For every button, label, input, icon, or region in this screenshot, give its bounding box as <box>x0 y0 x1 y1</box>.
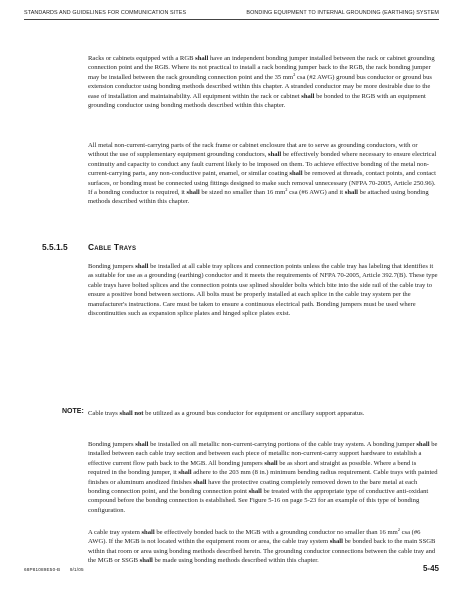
running-header <box>24 10 439 16</box>
paragraph-cable-tray-jumpers <box>88 262 439 318</box>
paragraph-tray-to-mgb <box>88 528 439 566</box>
text-run: be installed at all cable tray splices and connection points unless the cable tray has labeling that identifies it as suitable for use as a grounding (earthing) conductor and it meets the requirements of NFPA 70-2005, Article 392.7(B). These type cable trays have bolted splices and the connection points use splined shoulder bolts which bite into the side rail of the cable tray to ensure a positive bond between sections. All bolts must be properly installed at each splice in the cable tray system per the manufacturer's instructions. Care must be taken to ensure a continuous electrical path. Bonding jumpers must be used where discontinuities such as expansion splice plates and hinged splice plates exist. <box>88 263 438 318</box>
text-run: be removed at threads, contact points, and contact surfaces, or bonding must be connected using fittings designed to make such removal unnecessary (NFPA 70-2005, Article 250.96). If a bonding conductor is required, it <box>88 170 436 197</box>
text-run: be as short and straight as possible. Where a bend is required in the bonding jumper, it <box>88 459 417 477</box>
footer-date: 9/1/05 <box>69 567 84 572</box>
emphasis-text: shall <box>268 151 282 159</box>
emphasis-text: shall not <box>119 410 144 417</box>
text-run: have the protective coating completely removed down to the bare metal at each bonding connection point, and the bonding connection point <box>88 478 418 496</box>
text-run: csa (#6 AWG) and it <box>287 189 345 197</box>
emphasis-text: shall <box>344 189 358 197</box>
section-number: 5.5.1.5 <box>42 242 68 252</box>
emphasis-text: shall <box>135 263 149 270</box>
emphasis-text: shall <box>141 529 155 536</box>
emphasis-text: shall <box>416 441 430 448</box>
note-label: NOTE: <box>62 408 84 415</box>
emphasis-text: shall <box>193 478 207 486</box>
text-run: be effectively bonded where necessary to ensure electrical continuity and capacity to conduct any fault current likely to be imposed on them. To achieve effective bonding of the metal non-current-carrying parts, any non-conductive paint, enamel, or similar coating <box>88 151 437 178</box>
header-rule <box>24 19 439 20</box>
emphasis-text: shall <box>289 170 303 178</box>
text-run: adhere to the 203 mm (8 in.) minimum bending radius requirement. Cable trays with painted finishes or aluminum anodized finishes <box>88 469 438 486</box>
superscript-text: 2 <box>293 71 296 77</box>
text-run: be installed on all metallic non-current-carrying portions of the cable tray system. A bonding jumper <box>148 441 417 448</box>
text-run: have an independent bonding jumper installed between the rack or cabinet grounding connection point and the RGB. Where its not practical to install a rack bonding jumper back to the RGB, the rack bonding jumper may be installed between the rack grounding connection point and the 35 mm <box>88 55 435 81</box>
superscript-text: 2 <box>285 187 288 193</box>
paragraph-noncurrent-portions <box>88 440 439 515</box>
text-run: be bonded to the RGB with an equipment grounding conductor using bonding methods described within this chapter. <box>88 92 426 110</box>
text-run: be utilized as a ground bus conductor for equipment or ancillary support apparatus. <box>143 410 365 417</box>
footer-doc-id: 68P81089E50-B <box>24 567 61 572</box>
header-left: STANDARDS AND GUIDELINES FOR COMMUNICATION SITES <box>24 10 187 16</box>
emphasis-text: shall <box>195 55 209 62</box>
text-run: be sized no smaller than 16 mm <box>199 189 286 197</box>
text-run: be installed between each cable tray section and between each piece of metallic non-current-carry support hardware to establish a effective current flow path back to the MGB. All bonding jumpers <box>88 441 438 467</box>
emphasis-text: shall <box>329 538 343 546</box>
page-number: 5-45 <box>422 564 439 573</box>
emphasis-text: shall <box>248 488 262 496</box>
text-run: be attached using bonding methods described within this chapter. <box>88 189 429 206</box>
emphasis-text: shall <box>139 557 153 565</box>
text-run: be treated with the appropriate type of conductive anti-oxidant compound before the bonding connection is established. See Figure 5-16 on page 5-23 for an example of this type of bonding configuration. <box>88 488 429 514</box>
emphasis-text: shall <box>186 189 200 197</box>
note-text <box>88 409 439 418</box>
text-run: be effectively bonded back to the MGB with a grounding conductor no smaller than 16 mm <box>154 529 398 536</box>
footer-doc-info <box>24 567 84 572</box>
text-run: Racks or cabinets equipped with a RGB <box>88 55 196 62</box>
text-run: Bonding jumpers <box>88 441 136 448</box>
emphasis-text: shall <box>264 459 278 467</box>
paragraph-rgb-bonding <box>88 54 439 110</box>
paragraph-rack-frame <box>88 141 439 207</box>
text-run: csa (#6 AWG). If the MGB is not located within the equipment room or area, the cable tray system <box>88 529 421 546</box>
emphasis-text: shall <box>178 469 192 477</box>
text-run: csa (#2 AWG) ground bus conductor or ground bus extension conductor using bonding methods described within this chapter. A stranded conductor may be more desirable due to the ease of installation and maintainability. All equipment within the rack or cabinet <box>88 73 432 100</box>
text-run: A cable tray system <box>88 529 142 536</box>
emphasis-text: shall <box>301 92 315 100</box>
text-run: Cable trays <box>88 410 120 417</box>
page-footer <box>24 564 439 573</box>
text-run: Bonding jumpers <box>88 263 136 270</box>
superscript-text: 2 <box>397 527 400 532</box>
emphasis-text: shall <box>135 441 149 448</box>
text-run: All metal non-current-carrying parts of the rack frame or cabinet enclosure that are to serve as grounding conductors, with or without the use of supplementary equipment grounding conductors, <box>88 142 418 159</box>
text-run: be bonded back to the main SSGB within that room or area using bonding methods described herein. The grounding conductor connections between the cable tray and the MGB or SSGB <box>88 538 436 565</box>
section-title: Cable Trays <box>88 242 137 252</box>
text-run: be made using bonding methods described within this chapter. <box>152 557 319 565</box>
header-right: BONDING EQUIPMENT TO INTERNAL GROUNDING (EARTHING) SYSTEM <box>246 10 439 16</box>
